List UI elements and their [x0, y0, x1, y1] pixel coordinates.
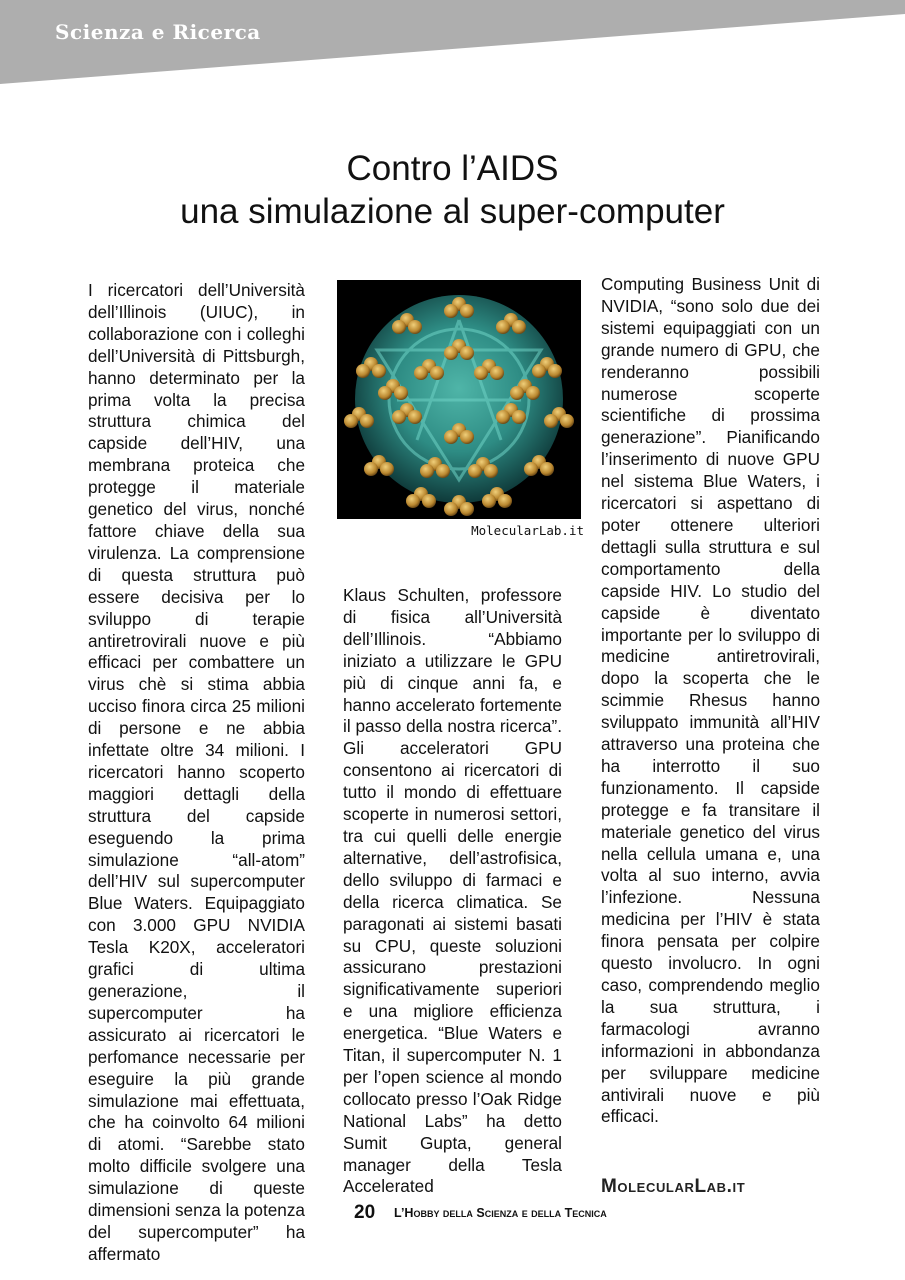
- article-column-2: Klaus Schulten, professore di fisica all’Università dell’Illinois. “Abbiamo iniziato a utilizzare le GPU più di cinque anni fa, e hanno accelerato fortemente il passo della nostra ricerca”. Gli acceleratori GPU consentono ai ricercatori di tutto il mondo di effettuare scoperte in numerosi settori, tra cui quelli delle energie alternative, dell’astrofisica, dello sviluppo di farmaci e della ricerca climatica. Se paragonati ai sistemi basati su CPU, queste soluzioni assicurano prestazioni significativamente superiori e una migliore efficienza energetica. “Blue Waters e Titan, il supercomputer N. 1 per l’open science al mondo collocato presso l’Oak Ridge National Labs” ha detto Sumit Gupta, general manager della Tesla Accelerated: [343, 585, 562, 1197]
- capsid-protein-knob: [482, 494, 496, 508]
- capsid-protein-knob: [380, 462, 394, 476]
- capsid-protein-knob: [548, 364, 562, 378]
- page-number: 20: [354, 1202, 376, 1223]
- capsid-protein-knob: [414, 366, 428, 380]
- capsid-protein-knob: [524, 462, 538, 476]
- capsid-protein-knob: [496, 320, 510, 334]
- capsid-protein-knob: [360, 414, 374, 428]
- title-line-2: una simulazione al super-computer: [180, 192, 725, 232]
- capsid-protein-knob: [444, 304, 458, 318]
- capsid-protein-knob: [460, 346, 474, 360]
- capsid-protein-knob: [356, 364, 370, 378]
- capsid-protein-knob: [510, 386, 524, 400]
- virus-figure: [337, 280, 586, 542]
- capsid-protein-knob: [460, 502, 474, 516]
- image-credit: MolecularLab.it: [471, 523, 584, 538]
- capsid-protein-knob: [392, 320, 406, 334]
- capsid-protein-knob: [512, 410, 526, 424]
- capsid-protein-knob: [408, 410, 422, 424]
- capsid-protein-knob: [394, 386, 408, 400]
- capsid-protein-knob: [344, 414, 358, 428]
- title-line-1: Contro l’AIDS: [346, 149, 559, 189]
- capsid-protein-knob: [560, 414, 574, 428]
- capsid-protein-knob: [406, 494, 420, 508]
- capsid-protein-knob: [444, 502, 458, 516]
- brand-logo-text: MolecularLab.it: [601, 1176, 746, 1197]
- hiv-capsid-image: [337, 280, 581, 519]
- capsid-protein-knob: [378, 386, 392, 400]
- capsid-protein-knob: [532, 364, 546, 378]
- capsid-protein-knob: [498, 494, 512, 508]
- article-column-3: Computing Business Unit di NVIDIA, “sono solo due dei sistemi equipaggiati con un grande numero di GPU, che renderanno possibili numerose scoperte scientifiche di prossima generazione”. Pianificando l’inserimento di nuove GPU nel sistema Blue Waters, i ricercatori si aspettano di poter ottenere ulteriori dettagli sulla struttura e sul comportamento della capside HIV. Lo studio del capside è diventato importante per lo sviluppo di medicine antiretrovirali, dopo la scoperta che le scimmie Rhesus hanno sviluppato immunità all’HIV attraverso una proteina che ha interrotto il suo funzionamento. Il capside protegge e fa transitare il materiale genetico del virus nella cellula umana e, una volta al suo interno, avvia l’infezione. Nessuna medicina per l’HIV è stata finora pensata per colpire questo involucro. In ogni caso, comprendendo meglio la sua struttura, i farmacologi avranno informazioni in abbondanza per sviluppare medicine antivirali nuove e più efficaci.: [601, 274, 820, 1127]
- capsid-protein-knob: [468, 464, 482, 478]
- capsid-protein-knob: [496, 410, 510, 424]
- capsid-protein-knob: [420, 464, 434, 478]
- capsid-protein-knob: [460, 430, 474, 444]
- capsid-protein-knob: [460, 304, 474, 318]
- capsid-protein-knob: [436, 464, 450, 478]
- capsid-protein-knob: [544, 414, 558, 428]
- capsid-protein-knob: [372, 364, 386, 378]
- section-label: Scienza e Ricerca: [55, 20, 261, 44]
- capsid-protein-knob: [408, 320, 422, 334]
- capsid-protein-knob: [490, 366, 504, 380]
- article-title: [0, 147, 905, 233]
- capsid-protein-knob: [430, 366, 444, 380]
- capsid-protein-knob: [540, 462, 554, 476]
- magazine-name: L’Hobby della Scienza e della Tecnica: [394, 1206, 607, 1220]
- capsid-protein-knob: [484, 464, 498, 478]
- capsid-protein-knob: [474, 366, 488, 380]
- capsid-protein-knob: [526, 386, 540, 400]
- capsid-protein-knob: [422, 494, 436, 508]
- capsid-protein-knob: [392, 410, 406, 424]
- capsid-protein-knob: [444, 430, 458, 444]
- article-column-1: I ricercatori dell’Università dell’Illinois (UIUC), in collaborazione con i colleghi dell’Università di Pittsburgh, hanno determinato per la prima volta la precisa struttura chimica del capside dell’HIV, una membrana proteica che protegge il materiale genetico del virus, nonché fattore chiave della sua virulenza. La comprensione di questa struttura può essere decisiva per lo sviluppo di terapie antiretrovirali nuove e più efficaci per combattere un virus chè si stima abbia ucciso finora circa 25 milioni di persone e ne abbia infettate oltre 34 milioni. I ricercatori hanno scoperto maggiori dettagli della struttura del capside eseguendo la prima simulazione “all-atom” dell’HIV sul supercomputer Blue Waters. Equipaggiato con 3.000 GPU NVIDIA Tesla K20X, acceleratori grafici di ultima generazione, il supercomputer ha assicurato ai ricercatori le perfomance necessarie per eseguire la più grande simulazione mai effettuata, che ha coinvolto 64 milioni di atomi. “Sarebbe stato molto difficile svolgere una simulazione di queste dimensioni senza la potenza del supercomputer” ha affermato: [88, 280, 305, 1264]
- capsid-protein-knob: [512, 320, 526, 334]
- capsid-protein-knob: [364, 462, 378, 476]
- capsid-protein-knob: [444, 346, 458, 360]
